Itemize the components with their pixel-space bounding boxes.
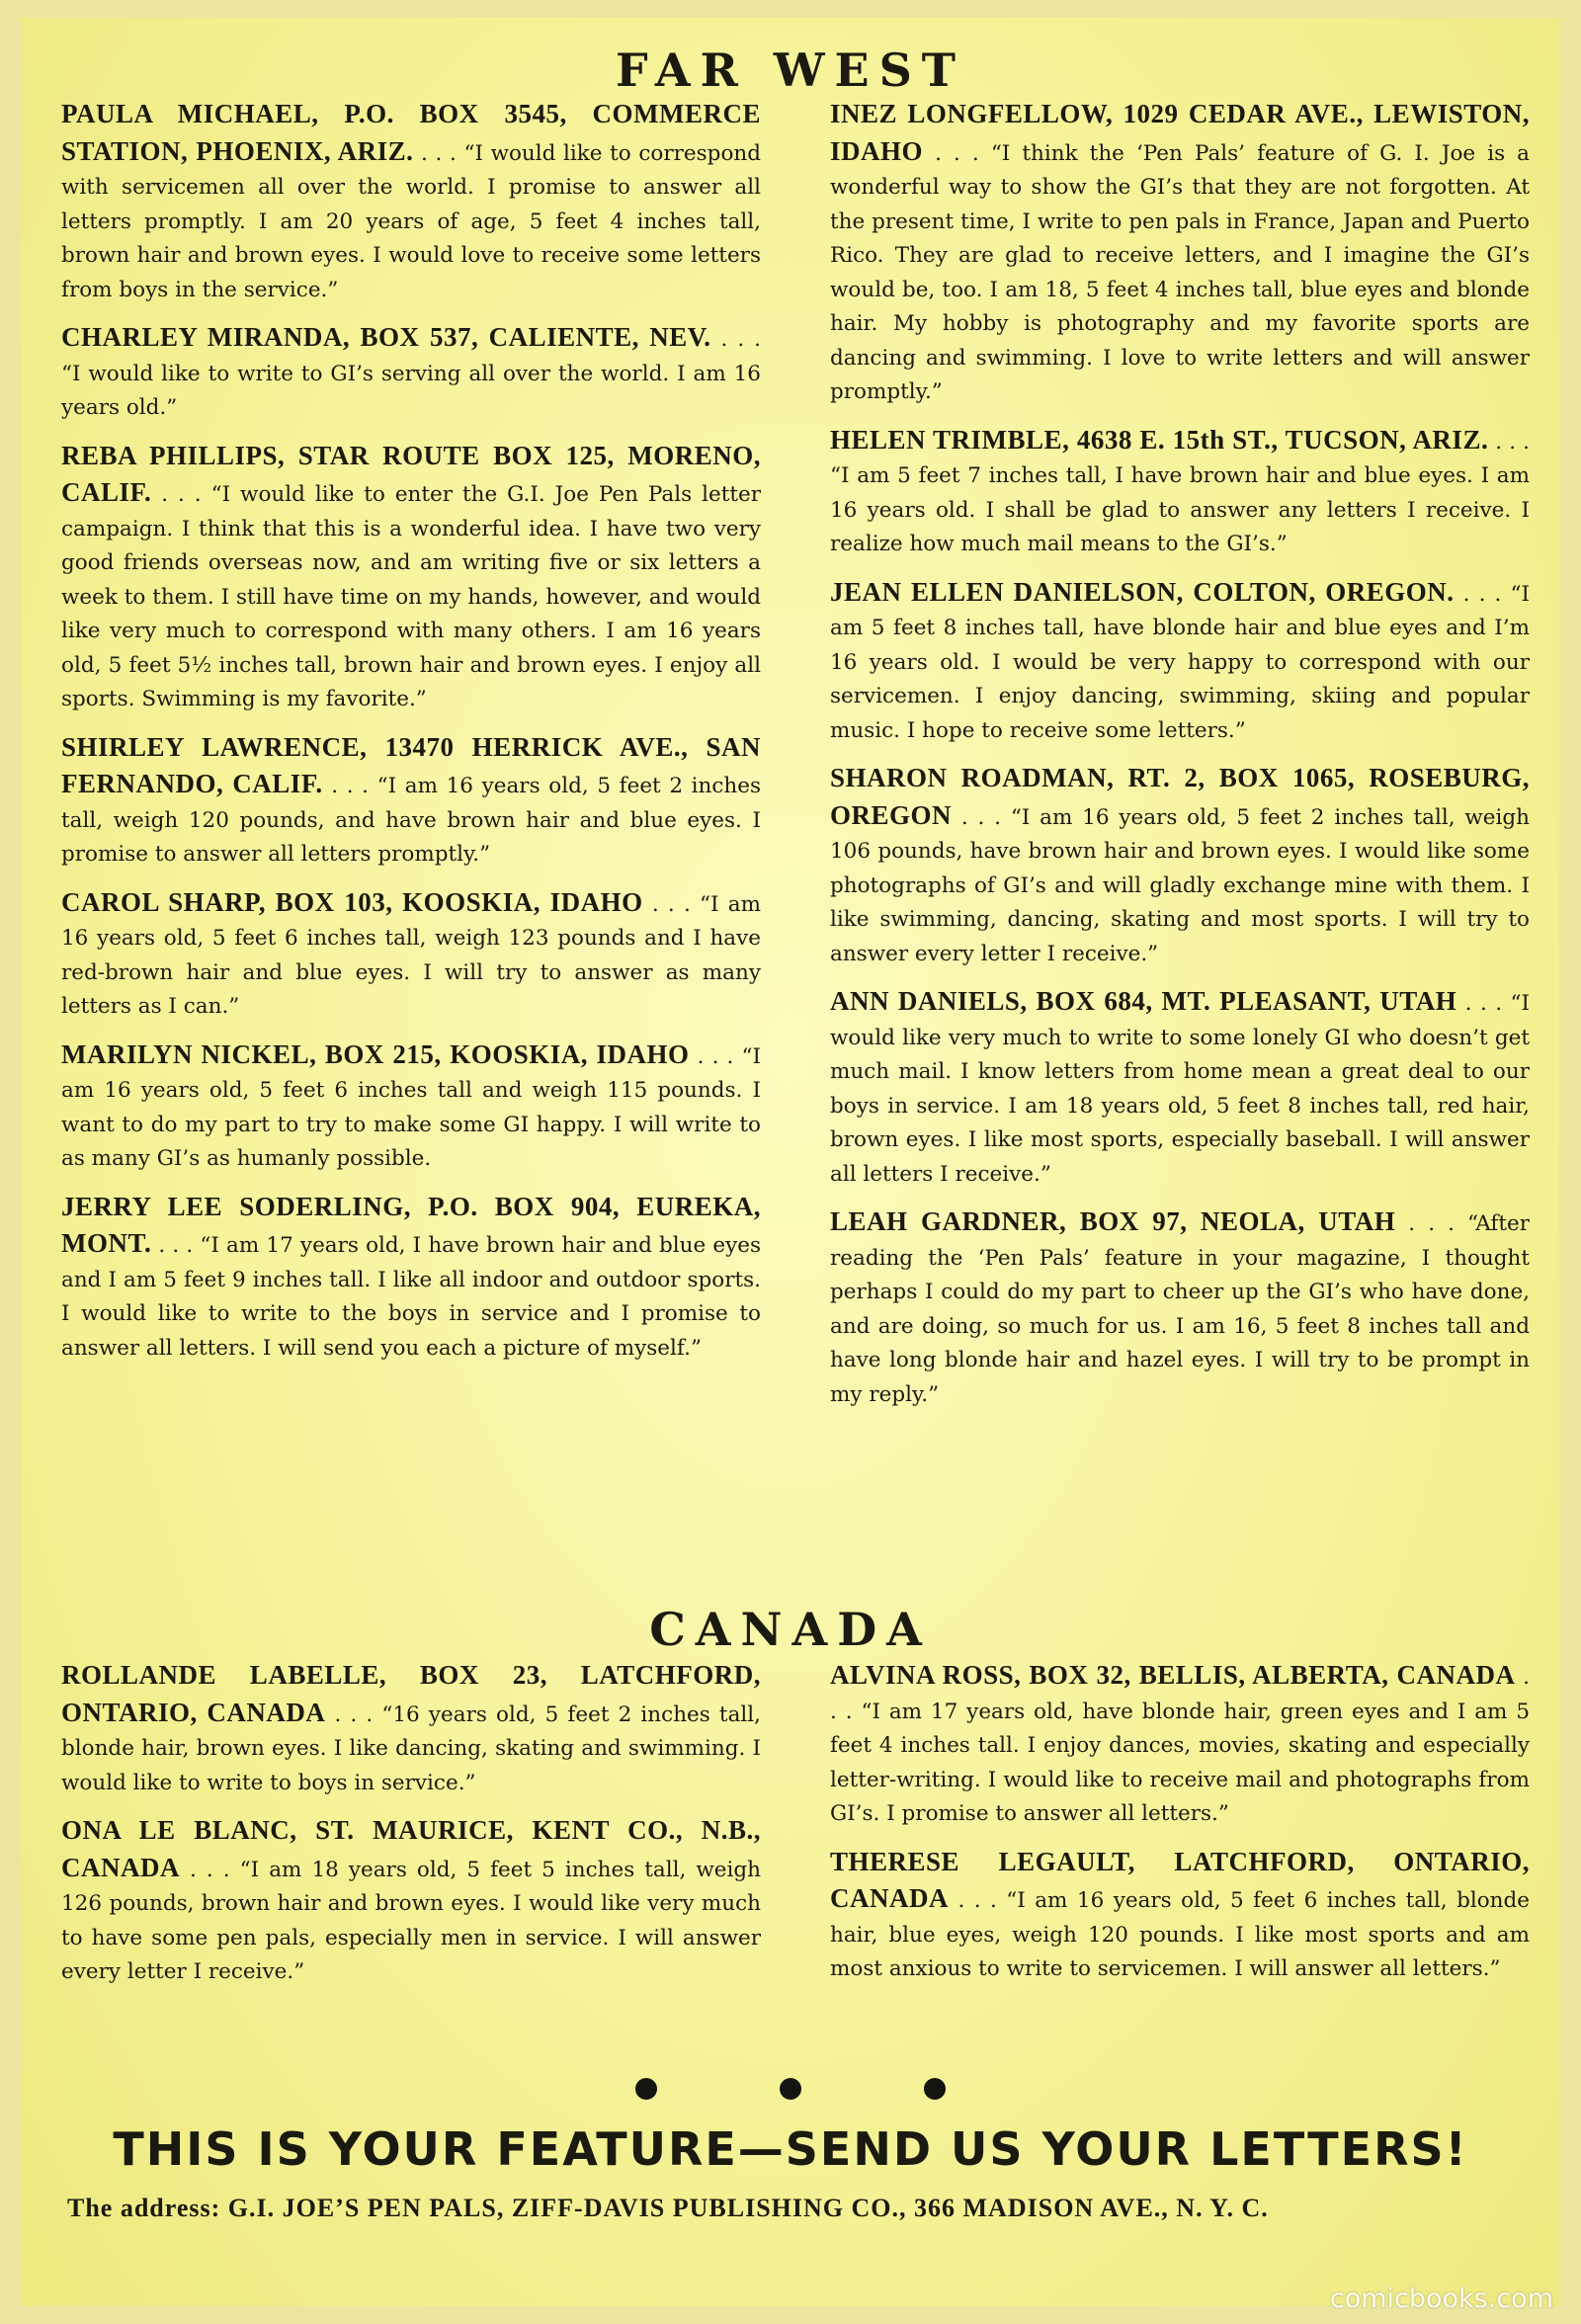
letter-entry bbox=[830, 984, 1530, 1192]
entry-name-address: CAROL SHARP, BOX 103, KOOSKIA, IDAHO bbox=[61, 886, 643, 917]
entry-text: . . . “I am 5 feet 7 inches tall, I have brown hair and blue eyes. I am 16 years old. I shall be glad to answer any letters I receive. I realize how much mail means to the GI’s.” bbox=[830, 429, 1530, 556]
entry-name-address: ANN DANIELS, BOX 684, MT. PLEASANT, UTAH bbox=[830, 986, 1457, 1016]
entry-name-address: CHARLEY MIRANDA, BOX 537, CALIENTE, NEV. bbox=[61, 322, 711, 352]
letter-entry bbox=[61, 97, 761, 307]
entry-text: . . . “I think the ‘Pen Pals’ feature of G. I. Joe is a wonderful way to show the GI’s that they are not forgotten. At the present time, I write to pen pals in France, Japan and Puerto Rico. They are glad to receive letters, and I imagine the GI’s would be, too. I am 18, 5 feet 4 inches tall, blue eyes and blonde hair. My hobby is photography and my favorite sports are dancing and swimming. I love to write letters and will answer promptly.” bbox=[830, 140, 1530, 404]
feature-banner: THIS IS YOUR FEATURE—SEND US YOUR LETTERS! bbox=[113, 2122, 1468, 2176]
entry-name-address: REBA PHILLIPS, STAR ROUTE BOX 125, MORENO, CALIF. bbox=[61, 440, 761, 507]
entry-text: . . . “After reading the ‘Pen Pals’ feature in your magazine, I thought perhaps I could do my part to cheer up the GI’s who have done, and are doing, so much for us. I am 16, 5 feet 8 inches tall and have long blonde hair and hazel eyes. I will try to be prompt in my reply.” bbox=[830, 1211, 1530, 1407]
entry-name-address: HELEN TRIMBLE, 4638 E. 15th ST., TUCSON, ARIZ. bbox=[830, 424, 1489, 455]
entry-text: . . . “I am 16 years old, 5 feet 6 inches tall, blonde hair, blue eyes, weigh 120 pounds. I like most sports and am most anxious to write to servicemen. I will answer all letters.” bbox=[830, 1888, 1530, 1981]
letter-entry bbox=[830, 97, 1530, 410]
entry-text: . . . “I would like to correspond with servicemen all over the world. I promise to answer all letters promptly. I am 20 years of age, 5 feet 4 inches tall, brown hair and brown eyes. I would love to receive some letters from boys in the service.” bbox=[61, 140, 761, 302]
letter-entry bbox=[830, 761, 1530, 971]
entry-name-address: INEZ LONGFELLOW, 1029 CEDAR AVE., LEWISTON, IDAHO bbox=[830, 99, 1530, 166]
letter-entry bbox=[830, 1204, 1530, 1412]
entry-name-address: JEAN ELLEN DANIELSON, COLTON, OREGON. bbox=[830, 576, 1455, 607]
bullet-dot-icon bbox=[635, 2078, 657, 2100]
letter-entry bbox=[830, 575, 1530, 749]
letter-entry bbox=[61, 320, 761, 426]
entry-text: . . . “I am 17 years old, have blonde hair, green eyes and I am 5 feet 4 inches tall. I enjoy dances, movies, skating and especially letter-writing. I would like to receive mail and photographs from GI’s. I promise to answer all letters.” bbox=[830, 1665, 1530, 1826]
entry-name-address: ALVINA ROSS, BOX 32, BELLIS, ALBERTA, CANADA bbox=[830, 1660, 1516, 1690]
page bbox=[22, 18, 1559, 2306]
letter-entry bbox=[61, 1190, 761, 1367]
letter-entry bbox=[830, 1658, 1530, 1832]
letter-entry bbox=[61, 730, 761, 872]
entry-name-address: ROLLANDE LABELLE, BOX 23, LATCHFORD, ONTARIO, CANADA bbox=[61, 1660, 761, 1727]
entry-text: . . . “16 years old, 5 feet 2 inches tall, blonde hair, brown eyes. I like dancing, skating and swimming. I would like to write to boys in service.” bbox=[61, 1702, 761, 1795]
entry-text: . . . “I am 5 feet 8 inches tall, have blonde hair and blue eyes and I’m 16 years old. I would be very happy to correspond with our servicemen. I enjoy dancing, swimming, skiing and popular music. I hope to receive some letters.” bbox=[830, 581, 1530, 743]
site-watermark: comicbooks.com bbox=[1329, 2283, 1553, 2314]
letter-entry bbox=[61, 1813, 761, 1990]
far-west-heading: FAR WEST bbox=[615, 43, 966, 97]
letter-entry bbox=[61, 1038, 761, 1177]
entry-name-address: THERESE LEGAULT, LATCHFORD, ONTARIO, CANADA bbox=[830, 1846, 1530, 1913]
bullet-dot-icon bbox=[780, 2078, 801, 2100]
bullet-dot-icon bbox=[924, 2078, 946, 2100]
letter-entry bbox=[830, 1845, 1530, 1987]
far-west-right-column bbox=[830, 97, 1530, 1425]
entry-text: . . . “I am 16 years old, 5 feet 2 inches tall, weigh 106 pounds, have brown hair and brown eyes. I would like some photographs of GI’s and will gladly exchange mine with them. I like swimming, dancing, skating and most sports. I will try to answer every letter I receive.” bbox=[830, 804, 1530, 966]
entry-name-address: PAULA MICHAEL, P.O. BOX 3545, COMMERCE STATION, PHOENIX, ARIZ. bbox=[61, 99, 761, 166]
entry-text: . . . “I would like to enter the G.I. Joe Pen Pals letter campaign. I think that this is a wonderful idea. I have two very good friends overseas now, and am writing five or six letters a week to them. I still have time on my hands, however, and would like very much to correspond with many others. I am 16 years old, 5 feet 5½ inches tall, brown hair and brown eyes. I enjoy all sports. Swimming is my favorite.” bbox=[61, 482, 761, 711]
entry-name-address: SHARON ROADMAN, RT. 2, BOX 1065, ROSEBURG, OREGON bbox=[830, 763, 1530, 830]
entry-text: . . . “I am 16 years old, 5 feet 2 inches tall, weigh 120 pounds, and have brown hair and blue eyes. I promise to answer all letters promptly.” bbox=[61, 774, 762, 867]
letter-entry bbox=[61, 885, 761, 1025]
entry-text: . . . “I would like very much to write to some lonely GI who doesn’t get much mail. I know letters from home mean a great deal to our boys in service. I am 18 years old, 5 feet 8 inches tall, red hair, brown eyes. I like most sports, especially baseball. I will answer all letters I receive.” bbox=[830, 991, 1531, 1187]
mailing-address: The address: G.I. JOE’S PEN PALS, ZIFF-DAVIS PUBLISHING CO., 366 MADISON AVE., N. Y. C. bbox=[67, 2194, 1269, 2222]
entry-name-address: LEAH GARDNER, BOX 97, NEOLA, UTAH bbox=[830, 1206, 1396, 1236]
entry-text: . . . “I am 16 years old, 5 feet 6 inches tall and weigh 115 pounds. I want to do my part to try to make some GI happy. I will write to as many GI’s as humanly possible. bbox=[61, 1043, 761, 1171]
letter-entry bbox=[830, 423, 1530, 562]
far-west-left-column bbox=[61, 97, 761, 1378]
entry-text: . . . “I am 16 years old, 5 feet 6 inches tall, weigh 123 pounds and I have red-brown hair and blue eyes. I will try to answer as many letters as I can.” bbox=[61, 891, 761, 1019]
entry-name-address: JERRY LEE SODERLING, P.O. BOX 904, EUREKA, MONT. bbox=[61, 1191, 761, 1258]
letter-entry bbox=[61, 1658, 761, 1800]
entry-name-address: ONA LE BLANC, ST. MAURICE, KENT CO., N.B., CANADA bbox=[61, 1815, 761, 1882]
entry-text: . . . “I am 18 years old, 5 feet 5 inches tall, weigh 126 pounds, brown hair and brown eyes. I would like very much to have some pen pals, especially men in service. I will answer every letter I receive.” bbox=[61, 1857, 761, 1984]
canada-right-column bbox=[830, 1658, 1530, 2000]
entry-name-address: SHIRLEY LAWRENCE, 13470 HERRICK AVE., SAN FERNANDO, CALIF. bbox=[61, 731, 761, 798]
letter-entry bbox=[61, 439, 761, 717]
bullet-divider bbox=[22, 2078, 1559, 2100]
entry-name-address: MARILYN NICKEL, BOX 215, KOOSKIA, IDAHO bbox=[61, 1038, 690, 1069]
canada-heading: CANADA bbox=[649, 1603, 932, 1656]
entry-text: . . . “I would like to write to GI’s serving all over the world. I am 16 years old.” bbox=[61, 327, 761, 420]
entry-text: . . . “I am 17 years old, I have brown hair and blue eyes and I am 5 feet 9 inches tall. I like all indoor and outdoor sports. I would like to write to the boys in service and I promise to answer all letters. I will send you each a picture of myself.” bbox=[61, 1233, 761, 1361]
canada-left-column bbox=[61, 1658, 761, 2003]
